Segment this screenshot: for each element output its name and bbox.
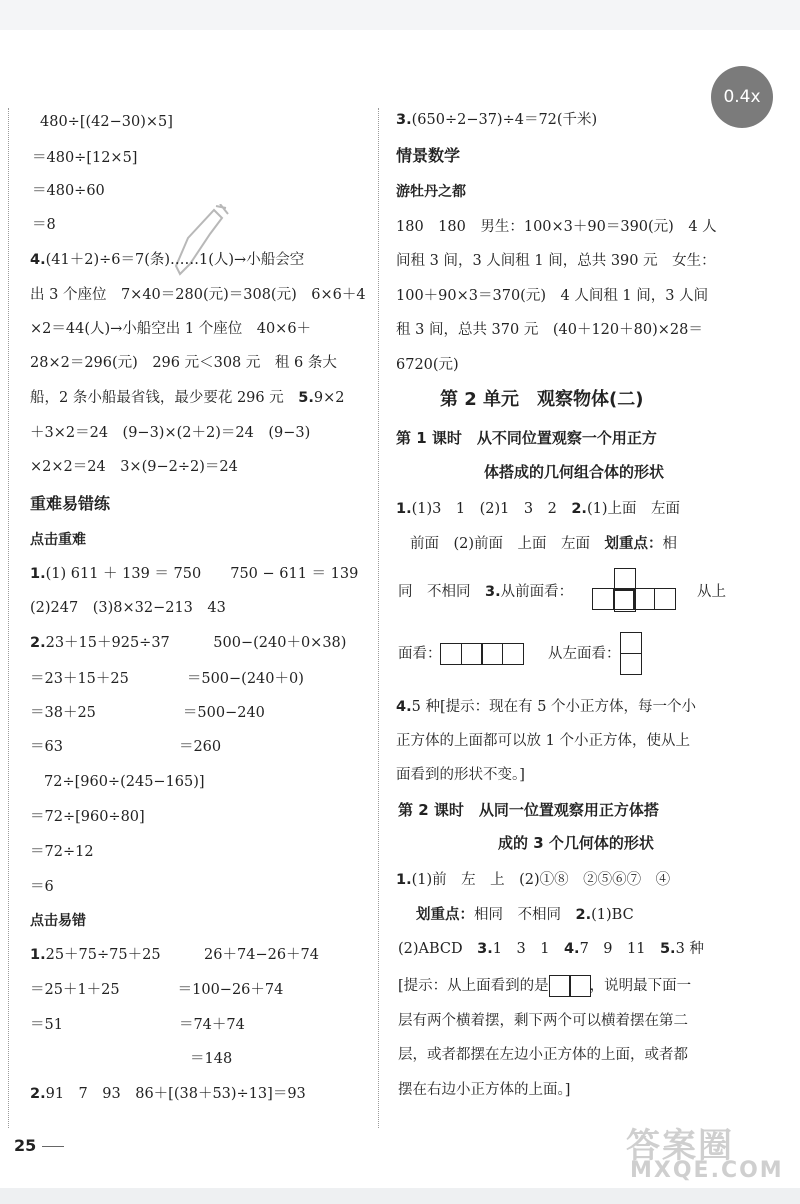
calc-line: ＝148 <box>190 1051 233 1067</box>
answer-text: 23＋15＋925÷37 500−(240＋0×38) <box>45 635 347 651</box>
zoom-badge[interactable] <box>711 66 773 128</box>
answer-line <box>30 564 358 584</box>
section-heading: 情景数学 <box>396 146 461 165</box>
answer-line <box>396 499 680 519</box>
answer-line: 180 180 男生：100×3＋90＝390(元) 4 人 <box>396 219 717 235</box>
answer-line <box>398 582 573 602</box>
calc-line: ＝51 ＝74＋74 <box>30 1017 245 1033</box>
question-number: 4. <box>30 252 46 268</box>
question-number: 1. <box>396 872 412 888</box>
answer-line <box>398 975 691 997</box>
zoom-label: 0.4x <box>723 87 761 107</box>
answer-line <box>30 388 344 408</box>
answer-text: (1)上面 左面 <box>586 501 680 517</box>
question-number: 1. <box>30 566 46 582</box>
page-number: 25 <box>14 1136 37 1155</box>
calc-line: ＝38＋25 ＝500−240 <box>30 705 265 721</box>
question-number: 2. <box>30 635 46 651</box>
answer-line <box>398 939 704 959</box>
answer-text: 9×2 <box>313 390 345 406</box>
question-number: 4. <box>563 941 580 957</box>
answer-line <box>396 110 597 130</box>
calc-line: ＝480÷[12×5] <box>32 150 138 166</box>
top-bar <box>0 0 800 30</box>
answer-line: 100＋90×3＝370(元) 4 人间租 1 间，3 人间 <box>396 288 709 304</box>
question-number: 5. <box>298 390 314 406</box>
answer-line: 面看到的形状不变。] <box>396 767 525 783</box>
answer-text: 船，2 条小船最省钱，最少要花 296 元 <box>30 390 299 406</box>
calc-line: 72÷[960÷(245−165)] <box>44 774 205 790</box>
answer-line <box>30 945 319 965</box>
page-number-dash <box>42 1146 64 1147</box>
left-view-figure <box>620 632 641 675</box>
answer-text: 相 <box>662 536 678 552</box>
subsection-heading: 点击重难 <box>30 532 86 548</box>
answer-text: 1 3 1 <box>492 941 564 957</box>
answer-text: 同 不相同 <box>398 584 485 600</box>
calc-line: ＝23＋15＋25 ＝500−(240＋0) <box>30 671 304 687</box>
answer-text: (1)3 1 (2)1 3 2 <box>411 501 572 517</box>
answer-text: ，说明最下面一 <box>589 978 692 994</box>
answer-line <box>30 1084 306 1104</box>
answer-line: 间租 3 间，3 人间租 1 间，总共 390 元 女生： <box>396 253 716 269</box>
answer-text: 5 种[提示：现在有 5 个小正方体，每一个小 <box>411 699 697 715</box>
answer-line: (2)247 (3)8×32−213 43 <box>30 600 226 616</box>
question-number: 2. <box>575 907 592 923</box>
answer-line: 6720(元) <box>396 357 459 373</box>
two-square-figure <box>549 975 590 997</box>
answer-line: 出 3 个座位 7×40＝280(元)＝308(元) 6×6＋4 <box>30 287 366 303</box>
key-point-label: 划重点： <box>604 536 663 552</box>
question-number: 3. <box>485 584 501 600</box>
question-number: 5. <box>659 941 676 957</box>
answer-line: 层，或者都摆在左边小正方体的上面，或者都 <box>398 1047 688 1063</box>
answer-text: 前面 (2)前面 上面 左面 <box>410 536 605 552</box>
calc-line: ＝72÷12 <box>30 844 94 860</box>
watermark <box>626 1118 786 1184</box>
question-number: 1. <box>396 501 412 517</box>
answer-text: 从左面看： <box>548 646 621 662</box>
answer-line <box>396 870 670 890</box>
key-point-label: 划重点： <box>416 907 474 923</box>
answer-line: ×2×2＝24 3×(9−2÷2)＝24 <box>30 459 238 475</box>
answer-text: (650÷2−37)÷4＝72(千米) <box>411 112 598 128</box>
column-divider <box>378 108 379 1128</box>
answer-text: (1)前 左 上 (2)①⑧ ②⑤⑥⑦ ④ <box>411 872 671 888</box>
answer-text: 3 种 <box>675 941 704 957</box>
calc-line: ＝480÷60 <box>32 183 105 199</box>
subsection-heading: 游牡丹之都 <box>396 184 466 200</box>
answer-line: 正方体的上面都可以放 1 个小正方体，使从上 <box>396 733 690 749</box>
answer-line <box>410 534 677 554</box>
question-number: 4. <box>396 699 412 715</box>
question-number: 2. <box>30 1086 46 1102</box>
lesson-title: 体搭成的几何组合体的形状 <box>484 463 665 481</box>
answer-line <box>396 697 696 717</box>
top-view-figure <box>440 643 522 665</box>
answer-text: (41＋2)÷6＝7(条)……1(人)→小船会空 <box>45 252 305 268</box>
answer-text: 从前面看： <box>500 584 574 600</box>
question-number: 1. <box>30 947 46 963</box>
answer-line <box>30 250 304 270</box>
calc-line: ＝72÷[960÷80] <box>30 809 145 825</box>
watermark-text: 答案圈 <box>626 1126 734 1166</box>
calc-line: ＝63 ＝260 <box>30 739 222 755</box>
answer-text: 91 7 93 86＋[(38＋53)÷13]＝93 <box>45 1086 306 1102</box>
lesson-title: 第 2 课时 从同一位置观察用正方体搭 <box>398 801 659 819</box>
answer-line: ＋3×2＝24 (9−3)×(2＋2)＝24 (9−3) <box>30 425 311 441</box>
answer-text: 从上 <box>697 584 726 600</box>
answer-line: 面看： <box>398 646 442 662</box>
answer-text: [提示：从上面看到的是 <box>398 978 549 994</box>
answer-line: 28×2＝296(元) 296 元＜308 元 租 6 条大 <box>30 355 337 371</box>
calc-line: ＝6 <box>30 879 54 895</box>
watermark-url: MXQE.COM <box>630 1158 784 1183</box>
lesson-title: 第 1 课时 从不同位置观察一个用正方 <box>396 429 657 447</box>
answer-text: (1) 611 ＋ 139 ＝ 750 750 − 611 ＝ 139 <box>45 566 359 582</box>
left-margin-rule <box>8 108 9 1128</box>
answer-line: 层有两个横着摆，剩下两个可以横着摆在第二 <box>398 1013 688 1029</box>
answer-line: 租 3 间，总共 370 元 (40＋120＋80)×28＝ <box>396 322 703 338</box>
subsection-heading: 点击易错 <box>30 913 86 929</box>
answer-text: 相同 不相同 <box>474 907 576 923</box>
answer-text: 25＋75÷75＋25 26＋74−26＋74 <box>45 947 320 963</box>
answer-text: 7 9 11 <box>579 941 660 957</box>
answer-text: (2)ABCD <box>398 941 478 957</box>
question-number: 3. <box>396 112 412 128</box>
question-number: 3. <box>477 941 493 957</box>
section-heading: 重难易错练 <box>30 494 111 513</box>
calc-line: ＝25＋1＋25 ＝100−26＋74 <box>30 982 284 998</box>
answer-line: ×2＝44(人)→小船空出 1 个座位 40×6＋ <box>30 321 312 337</box>
calc-line: 480÷[(42−30)×5] <box>40 114 173 130</box>
answer-line <box>416 905 634 925</box>
answer-text: (1)BC <box>591 907 634 923</box>
calc-line: ＝8 <box>32 217 56 233</box>
unit-title: 第 2 单元 观察物体(二) <box>440 389 644 410</box>
lesson-title: 成的 3 个几何体的形状 <box>498 834 654 852</box>
answer-line <box>30 633 346 653</box>
question-number: 2. <box>571 501 587 517</box>
answer-line: 摆在右边小正方体的上面。] <box>398 1082 571 1098</box>
bottom-bar <box>0 1188 800 1204</box>
